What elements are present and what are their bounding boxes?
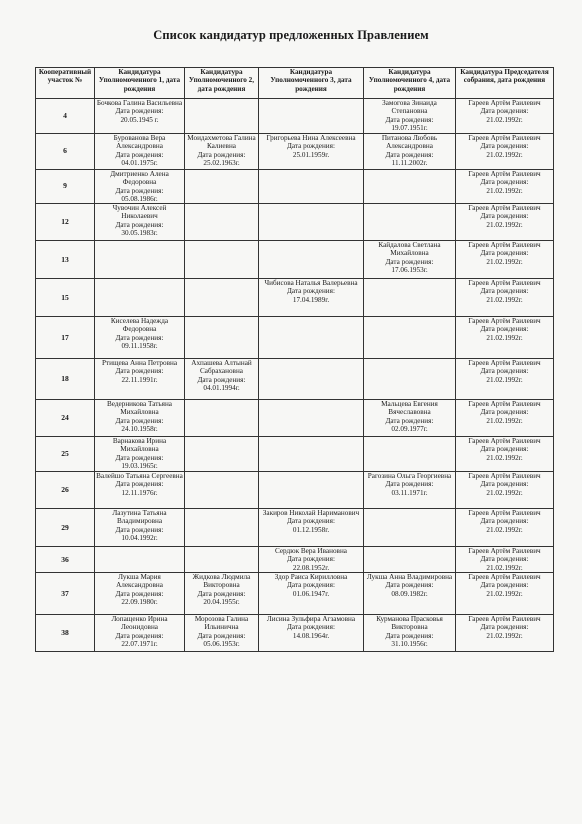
candidate-name: Здор Раиса Кирилловна [274,573,348,582]
candidate-cell [95,99,185,134]
candidate-cell [95,241,185,279]
candidate-name: Кайдалова Светлана Михайловна [378,241,441,258]
candidate-name: Курманова Прасковья Викторовна [376,615,443,632]
candidate-cell [95,317,185,359]
dob-label: Дата рождения: [115,631,164,640]
birth-date: 02.09.1977г. [391,425,428,434]
candidate-name: Ведерникова Татьяна Михайловна [106,400,172,417]
plot-number: 13 [36,241,95,279]
candidate-cell [95,134,185,170]
candidate-cell [364,547,456,573]
candidate-name: Лукша Мария Александровна [116,573,163,590]
candidate-name: Григорьева Нина Алексеевна [266,134,356,142]
candidate-cell [364,317,456,359]
table-row [36,317,554,359]
candidate-cell [364,204,456,241]
dob-label: Дата рождения: [480,408,529,417]
plot-number: 36 [36,547,95,573]
candidate-cell [259,547,364,573]
candidate-cell [456,359,554,400]
candidate-name: Бочкова Галина Васильевна [96,99,183,107]
plot-number: 15 [36,279,95,317]
birth-date: 24.10.1958г. [121,425,158,434]
candidate-cell [364,437,456,472]
dob-label: Дата рождения: [480,555,529,564]
birth-date: 21.02.1992г. [486,115,523,124]
birth-date: 08.09.1982г. [391,589,428,598]
candidate-cell [259,400,364,437]
candidate-cell [364,170,456,204]
candidate-cell [364,400,456,437]
candidate-cell [456,509,554,547]
birth-date: 21.02.1992г. [486,150,523,159]
table-row [36,615,554,652]
table-body [36,99,554,652]
table-row [36,437,554,472]
candidate-cell [95,472,185,509]
candidate-cell [95,573,185,615]
candidate-name: Дмитриенко Алена Федоровна [110,170,169,187]
candidate-name: Гареев Артём Раилевич [468,400,541,409]
dob-label: Дата рождения: [115,416,164,425]
plot-number: 18 [36,359,95,400]
table-row [36,134,554,170]
candidate-cell [259,170,364,204]
dob-label: Дата рождения: [480,212,529,221]
birth-date: 17.06.1953г. [391,266,428,275]
birth-date: 17.04.1989г. [292,295,330,304]
candidate-cell [95,359,185,400]
dob-label: Дата рождения: [480,325,529,334]
candidate-cell [259,472,364,509]
header-cell: Кандидатура Уполномоченного 2, дата рождения [185,68,259,99]
dob-label: Дата рождения: [287,623,335,632]
birth-date: 05.08.1986г. [121,194,158,203]
dob-label: Дата рождения: [115,333,164,342]
header-cell: Кандидатура Председателя собрания, дата рождения [456,68,554,99]
candidate-cell [456,279,554,317]
candidate-name: Морозова Галина Ильинична [194,615,249,632]
candidate-name: Мальцева Евгения Вячеславовна [381,400,438,417]
dob-label: Дата рождения: [115,589,164,598]
birth-date: 21.02.1992г. [486,333,523,342]
candidate-cell [95,437,185,472]
birth-date: 21.02.1992г. [486,563,523,572]
birth-date: 11.11.2002г. [391,158,428,167]
dob-label: Дата рождения: [287,581,335,590]
candidate-cell [259,134,364,170]
candidate-name: Чибисова Наталья Валерьевна [264,279,358,288]
dob-label: Дата рождения: [115,107,164,116]
dob-label: Дата рождения: [385,150,434,159]
candidate-name: Питанова Любовь Александровна [381,134,438,151]
birth-date: 19.03.1965г. [121,462,158,471]
candidate-cell [185,573,259,615]
dob-label: Дата рождения: [197,150,246,159]
candidate-name: Варнакова Ирина Михайловна [112,437,167,454]
candidate-cell [364,359,456,400]
birth-date: 19.07.1951г. [391,123,428,132]
dob-label: Дата рождения: [385,115,434,124]
birth-date: 20.05.1945 г. [120,115,159,124]
candidate-cell [95,204,185,241]
plot-number: 4 [36,99,95,134]
birth-date: 25.02.1963г. [203,158,240,167]
candidate-cell [259,279,364,317]
candidate-cell [185,204,259,241]
candidate-name: Гареев Артём Раилевич [468,547,541,556]
candidate-cell [364,279,456,317]
candidate-cell [95,509,185,547]
candidate-cell [456,99,554,134]
candidate-cell [185,279,259,317]
candidate-cell [259,437,364,472]
table-row [36,573,554,615]
table-row [36,509,554,547]
plot-number: 24 [36,400,95,437]
candidate-name: Валейшо Татьяна Сергеевна [96,472,183,481]
plot-number: 38 [36,615,95,652]
birth-date: 22.11.1991г. [121,375,158,384]
table-row [36,359,554,400]
candidate-cell [456,472,554,509]
dob-label: Дата рождения: [197,589,246,598]
candidate-cell [185,170,259,204]
candidate-cell [259,204,364,241]
dob-label: Дата рождения: [287,142,335,151]
candidate-cell [185,437,259,472]
candidate-cell [364,573,456,615]
candidate-name: Лукша Анна Владимировна [366,573,453,582]
table-row [36,241,554,279]
candidate-name: Гареев Артём Раилевич [468,437,541,446]
candidate-cell [364,134,456,170]
candidate-cell [259,615,364,652]
plot-number: 6 [36,134,95,170]
plot-number: 26 [36,472,95,509]
candidate-cell [95,615,185,652]
candidate-cell [185,472,259,509]
dob-label: Дата рождения: [480,249,529,258]
birth-date: 21.02.1992г. [486,186,523,195]
table-row [36,170,554,204]
plot-number: 25 [36,437,95,472]
candidate-name: Гареев Артём Раилевич [468,99,541,107]
birth-date: 21.02.1992г. [486,453,523,462]
dob-label: Дата рождения: [287,517,335,526]
candidate-name: Гареев Артём Раилевич [468,317,541,326]
candidate-cell [95,547,185,573]
candidate-name: Гареев Артём Раилевич [468,615,541,624]
candidate-name: Лазутина Татьяна Владимировна [112,509,167,526]
candidate-cell [456,317,554,359]
candidate-name: Ахпашева Алтынай Сабрахановна [191,359,252,376]
dob-label: Дата рождения: [115,480,164,489]
dob-label: Дата рождения: [385,257,434,266]
dob-label: Дата рождения: [385,631,434,640]
candidate-cell [259,573,364,615]
candidate-name: Сердюк Вера Ивановна [274,547,347,556]
dob-label: Дата рождения: [480,178,529,187]
birth-date: 22.08.1952г. [292,563,330,572]
candidate-name: Гареев Артём Раилевич [468,134,541,142]
candidate-cell [364,615,456,652]
candidate-cell [95,279,185,317]
dob-label: Дата рождения: [385,480,434,489]
candidate-cell [364,472,456,509]
candidate-name: Гареев Артём Раилевич [468,279,541,288]
candidate-cell [456,573,554,615]
dob-label: Дата рождения: [197,375,246,384]
candidate-cell [95,170,185,204]
candidate-cell [259,241,364,279]
birth-date: 21.02.1992г. [486,375,523,384]
candidate-name: Гареев Артём Раилевич [468,509,541,518]
birth-date: 21.02.1992г. [486,525,523,534]
dob-label: Дата рождения: [115,367,164,376]
candidate-cell [185,317,259,359]
birth-date: 21.02.1992г. [486,295,523,304]
candidate-cell [456,204,554,241]
birth-date: 25.01.1959г. [292,150,330,159]
dob-label: Дата рождения: [480,445,529,454]
table-row [36,279,554,317]
candidates-table [35,67,554,652]
candidate-name: Ртищева Анна Петровна [101,359,178,368]
birth-date: 12.11.1976г. [121,488,158,497]
candidate-cell [185,509,259,547]
dob-label: Дата рождения: [115,453,164,462]
candidate-name: Лисина Зульфира Агзамовна [266,615,356,624]
birth-date: 21.02.1992г. [486,257,523,266]
candidate-cell [185,99,259,134]
dob-label: Дата рождения: [287,555,335,564]
candidate-cell [259,99,364,134]
candidate-cell [259,359,364,400]
dob-label: Дата рождения: [480,142,529,151]
birth-date: 05.06.1953г. [203,640,240,649]
candidate-cell [456,547,554,573]
candidate-cell [456,437,554,472]
dob-label: Дата рождения: [115,525,164,534]
plot-number: 37 [36,573,95,615]
birth-date: 01.06.1947г. [292,589,330,598]
candidate-name: Гареев Артём Раилевич [468,359,541,368]
candidate-name: Гареев Артём Раилевич [468,204,541,213]
table-row [36,547,554,573]
candidate-cell [185,400,259,437]
plot-number: 12 [36,204,95,241]
dob-label: Дата рождения: [385,581,434,590]
candidate-cell [185,615,259,652]
header-row [36,68,554,99]
candidate-cell [456,400,554,437]
birth-date: 22.07.1971г. [121,640,158,649]
candidate-name: Замогова Зинаида Степановна [382,99,437,116]
birth-date: 04.01.1975г. [121,158,158,167]
candidate-cell [364,99,456,134]
candidate-cell [456,241,554,279]
dob-label: Дата рождения: [480,623,529,632]
dob-label: Дата рождения: [480,107,529,116]
dob-label: Дата рождения: [115,150,164,159]
candidate-name: Моидахметова Галина Калиевна [187,134,256,151]
candidate-name: Рагозина Ольга Георгиевна [367,472,452,481]
dob-label: Дата рождения: [287,287,335,296]
birth-date: 09.11.1958г. [121,342,158,351]
birth-date: 22.09.1980г. [121,598,158,607]
candidate-name: Лопащенко Ирина Леонидовна [111,615,168,632]
table-row [36,400,554,437]
candidate-cell [185,359,259,400]
birth-date: 10.04.1992г. [121,534,158,543]
page-title: Список кандидатур предложенных Правлением [153,28,429,42]
dob-label: Дата рождения: [115,220,164,229]
candidate-cell [456,615,554,652]
dob-label: Дата рождения: [197,631,246,640]
candidate-cell [185,241,259,279]
candidate-cell [95,400,185,437]
birth-date: 21.02.1992г. [486,220,523,229]
plot-number: 17 [36,317,95,359]
dob-label: Дата рождения: [480,480,529,489]
dob-label: Дата рождения: [480,287,529,296]
candidate-cell [259,317,364,359]
header-cell: Кандидатура Уполномоченного 3, дата рождения [259,68,364,99]
candidate-name: Бурованова Вера Александровна [113,134,166,151]
table-row [36,204,554,241]
birth-date: 03.11.1971г. [391,488,428,497]
table-row [36,99,554,134]
candidate-cell [259,509,364,547]
candidate-name: Гареев Артём Раилевич [468,573,541,582]
candidate-cell [185,134,259,170]
candidate-name: Гареев Артём Раилевич [468,241,541,250]
birth-date: 30.05.1983г. [121,229,158,238]
dob-label: Дата рождения: [115,186,164,195]
candidate-cell [456,170,554,204]
dob-label: Дата рождения: [480,517,529,526]
candidate-name: Гареев Артём Раилевич [468,170,541,178]
birth-date: 04.01.1994г. [203,384,240,393]
candidate-name: Закиров Николай Нариманович [262,509,360,518]
plot-number: 9 [36,170,95,204]
candidate-cell [456,134,554,170]
birth-date: 31.10.1956г. [391,640,428,649]
dob-label: Дата рождения: [385,416,434,425]
header-cell: Кооперативный участок № [36,68,95,99]
candidate-name: Киселева Надежда Федоровна [110,317,169,334]
dob-label: Дата рождения: [480,367,529,376]
birth-date: 21.02.1992г. [486,488,523,497]
birth-date: 01.12.1958г. [292,525,330,534]
plot-number: 29 [36,509,95,547]
dob-label: Дата рождения: [480,581,529,590]
table-row [36,472,554,509]
birth-date: 21.02.1992г. [486,589,523,598]
candidate-name: Жидкова Людмила Викторовна [192,573,251,590]
birth-date: 14.08.1964г. [292,631,330,640]
birth-date: 21.02.1992г. [486,631,523,640]
candidate-name: Чувочин Алексей Николаевич [112,204,167,221]
header-cell: Кандидатура Уполномоченного 1, дата рождения [95,68,185,99]
header-cell: Кандидатура Уполномоченного 4, дата рождения [364,68,456,99]
candidate-cell [364,241,456,279]
candidate-cell [185,547,259,573]
candidate-name: Гареев Артём Раилевич [468,472,541,481]
birth-date: 20.04.1955г. [203,598,240,607]
birth-date: 21.02.1992г. [486,416,523,425]
candidate-cell [364,509,456,547]
